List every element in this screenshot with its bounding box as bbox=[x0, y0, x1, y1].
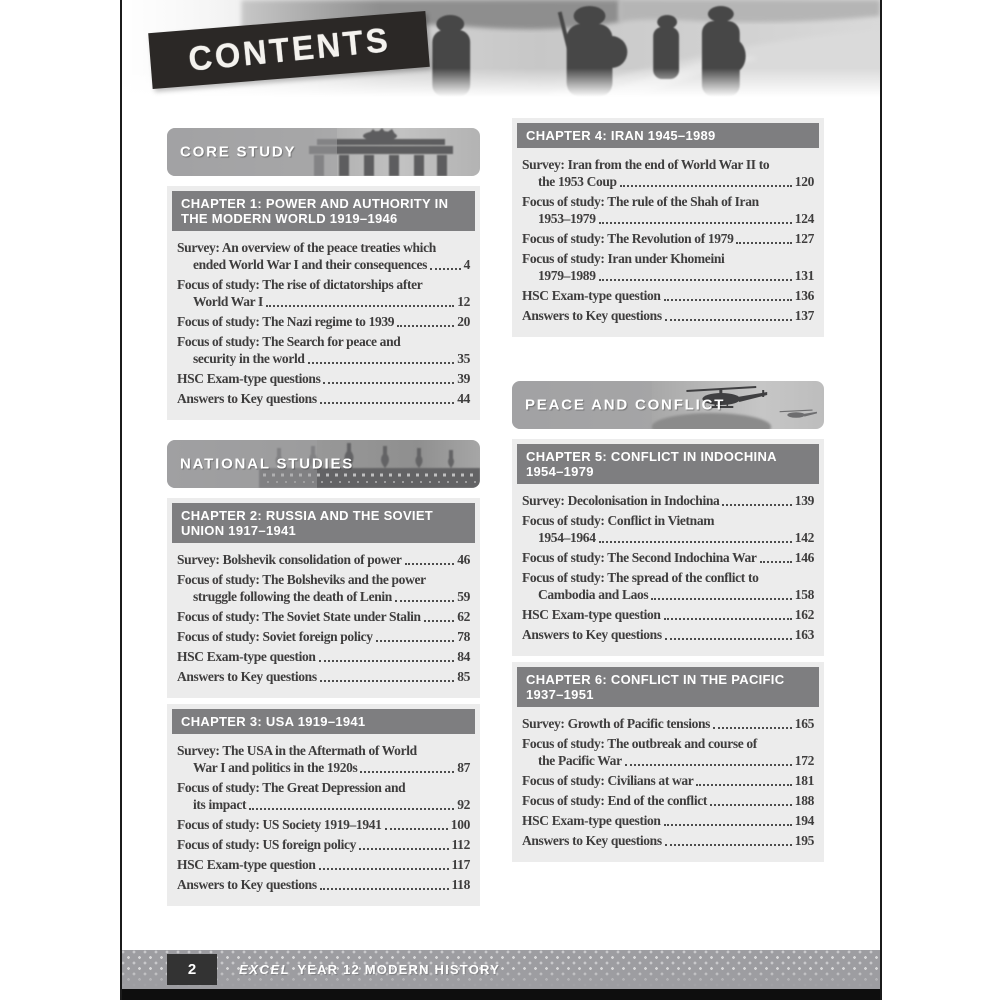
dot-leader bbox=[664, 618, 792, 620]
toc-entry-last-line bbox=[177, 668, 470, 685]
toc-entry-last-line bbox=[177, 588, 470, 605]
chapter-heading: CHAPTER 3: USA 1919–1941 bbox=[172, 709, 475, 734]
dot-leader bbox=[651, 598, 791, 600]
dot-leader bbox=[599, 541, 792, 543]
dot-leader bbox=[395, 600, 454, 602]
page-number: 100 bbox=[450, 817, 470, 832]
dot-leader bbox=[736, 242, 791, 244]
toc-entry bbox=[177, 779, 470, 813]
toc-entry bbox=[177, 856, 470, 873]
toc-entry-last-line bbox=[522, 267, 814, 284]
toc-entry-last-line bbox=[177, 856, 470, 873]
toc-entry bbox=[522, 772, 814, 789]
page-number: 163 bbox=[794, 627, 814, 642]
page-title: CONTENTS bbox=[186, 20, 392, 79]
section-banner-label: NATIONAL STUDIES bbox=[180, 455, 355, 473]
dot-leader bbox=[722, 504, 791, 506]
chapter-block bbox=[512, 118, 824, 337]
toc-entry bbox=[522, 812, 814, 829]
toc-entry-text: HSC Exam-type question bbox=[522, 288, 661, 303]
section-banner-national-studies bbox=[167, 440, 480, 488]
toc-entry bbox=[522, 156, 814, 190]
page-number: 112 bbox=[451, 837, 470, 852]
toc-entry-text: Focus of study: The Search for peace and bbox=[177, 334, 401, 349]
toc-entry-text: the 1953 Coup bbox=[538, 174, 617, 189]
dot-leader bbox=[323, 382, 454, 384]
toc-entry-text: 1954–1964 bbox=[538, 530, 596, 545]
toc-entry-text: 1979–1989 bbox=[538, 268, 596, 283]
toc-entry-last-line bbox=[522, 812, 814, 829]
toc-entry-text: Answers to Key questions bbox=[177, 391, 317, 406]
toc-entry-text: Focus of study: End of the conflict bbox=[522, 793, 708, 808]
page-number: 4 bbox=[463, 257, 470, 272]
toc-entry-last-line bbox=[522, 626, 814, 643]
toc-column-left bbox=[167, 128, 480, 906]
toc-entry-text: Focus of study: The Second Indochina War bbox=[522, 550, 757, 565]
toc-entry-last-line bbox=[177, 759, 470, 776]
toc-entry-last-line bbox=[522, 529, 814, 546]
dot-leader bbox=[320, 888, 449, 890]
toc-entry-list bbox=[517, 148, 819, 332]
toc-entry-text: Focus of study: The rule of the Shah of Iran bbox=[522, 194, 759, 209]
toc-entry bbox=[522, 792, 814, 809]
page-number: 20 bbox=[457, 314, 470, 329]
toc-entry-text: the Pacific War bbox=[538, 753, 622, 768]
toc-entry bbox=[177, 876, 470, 893]
toc-entry bbox=[177, 608, 470, 625]
toc-entry-text: Focus of study: The outbreak and course of bbox=[522, 736, 757, 751]
toc-entry-text: Focus of study: The rise of dictatorships after bbox=[177, 277, 423, 292]
toc-entry-text: security in the world bbox=[193, 351, 305, 366]
toc-entry-last-line bbox=[177, 816, 470, 833]
page-number: 137 bbox=[794, 308, 814, 323]
footer-title bbox=[239, 962, 500, 977]
dot-leader bbox=[760, 561, 792, 563]
page-bottom-strip bbox=[122, 989, 880, 1000]
toc-entry-last-line bbox=[522, 210, 814, 227]
dot-leader bbox=[319, 660, 455, 662]
page-number: 194 bbox=[794, 813, 814, 828]
toc-entry-text: Focus of study: The Great Depression and bbox=[177, 780, 406, 795]
toc-entry-last-line bbox=[522, 307, 814, 324]
toc-entry bbox=[522, 492, 814, 509]
dot-leader bbox=[360, 771, 454, 773]
toc-entry bbox=[177, 313, 470, 330]
chapter-heading: CHAPTER 4: IRAN 1945–1989 bbox=[517, 123, 819, 148]
toc-entry bbox=[522, 626, 814, 643]
page-number: 165 bbox=[794, 716, 814, 731]
chapter-heading: CHAPTER 2: RUSSIA AND THE SOVIET UNION 1917–1941 bbox=[172, 503, 475, 543]
dot-leader bbox=[359, 848, 448, 850]
toc-entry-text: struggle following the death of Lenin bbox=[193, 589, 392, 604]
toc-entry bbox=[522, 307, 814, 324]
toc-entry bbox=[177, 571, 470, 605]
toc-entry bbox=[177, 333, 470, 367]
toc-entry-last-line bbox=[177, 293, 470, 310]
footer-page-number-box bbox=[167, 954, 217, 985]
toc-entry bbox=[177, 551, 470, 568]
toc-entry bbox=[177, 836, 470, 853]
toc-entry-text: War I and politics in the 1920s bbox=[193, 760, 358, 775]
chapter-heading: CHAPTER 6: CONFLICT IN THE PACIFIC 1937–1951 bbox=[517, 667, 819, 707]
dot-leader bbox=[664, 824, 792, 826]
toc-entry-last-line bbox=[522, 772, 814, 789]
toc-entry-text: Focus of study: US foreign policy bbox=[177, 837, 357, 852]
toc-entry-last-line bbox=[177, 551, 470, 568]
chapter-block bbox=[512, 439, 824, 656]
page-number: 87 bbox=[457, 760, 470, 775]
toc-entry-text: Focus of study: US Society 1919–1941 bbox=[177, 817, 382, 832]
toc-entry-last-line bbox=[177, 390, 470, 407]
toc-column-right bbox=[512, 118, 824, 862]
toc-entry-last-line bbox=[177, 836, 470, 853]
toc-entry-last-line bbox=[177, 370, 470, 387]
footer-title-text: YEAR 12 MODERN HISTORY bbox=[297, 962, 500, 977]
page-number: 131 bbox=[794, 268, 814, 283]
toc-entry-last-line bbox=[522, 832, 814, 849]
dot-leader bbox=[665, 638, 792, 640]
toc-entry bbox=[177, 816, 470, 833]
toc-entry-text: Survey: Growth of Pacific tensions bbox=[522, 716, 711, 731]
toc-entry-text: ended World War I and their consequences bbox=[193, 257, 428, 272]
dot-leader bbox=[385, 828, 448, 830]
page-number: 44 bbox=[457, 391, 470, 406]
dot-leader bbox=[625, 764, 792, 766]
page-number: 142 bbox=[794, 530, 814, 545]
toc-entry-text: 1953–1979 bbox=[538, 211, 596, 226]
footer-series-name: EXCEL bbox=[239, 962, 291, 977]
chapter-heading: CHAPTER 1: POWER AND AUTHORITY IN THE MODERN WORLD 1919–1946 bbox=[172, 191, 475, 231]
toc-entry bbox=[177, 668, 470, 685]
toc-entry bbox=[522, 287, 814, 304]
page-number: 84 bbox=[457, 649, 470, 664]
toc-entry bbox=[177, 628, 470, 645]
toc-entry-text: Focus of study: The spread of the conflict to bbox=[522, 570, 759, 585]
toc-entry-text: Focus of study: Iran under Khomeini bbox=[522, 251, 725, 266]
dot-leader bbox=[424, 620, 455, 622]
page-number: 188 bbox=[794, 793, 814, 808]
page-number: 46 bbox=[457, 552, 470, 567]
page-number: 136 bbox=[794, 288, 814, 303]
page-number: 181 bbox=[794, 773, 814, 788]
toc-entry bbox=[522, 230, 814, 247]
toc-entry-text: Focus of study: The Revolution of 1979 bbox=[522, 231, 734, 246]
page-number: 172 bbox=[794, 753, 814, 768]
dot-leader bbox=[320, 680, 454, 682]
dot-leader bbox=[320, 402, 454, 404]
toc-entry-last-line bbox=[522, 549, 814, 566]
toc-entry-list bbox=[172, 231, 475, 415]
toc-entry bbox=[522, 193, 814, 227]
section-banner-label: CORE STUDY bbox=[180, 143, 297, 161]
toc-entry-text: Focus of study: Civilians at war bbox=[522, 773, 694, 788]
toc-entry-last-line bbox=[522, 173, 814, 190]
chapter-block bbox=[167, 498, 480, 698]
toc-entry-list bbox=[172, 543, 475, 693]
dot-leader bbox=[713, 727, 792, 729]
toc-entry-last-line bbox=[177, 313, 470, 330]
toc-entry bbox=[177, 390, 470, 407]
toc-entry-text: Survey: Bolshevik consolidation of power bbox=[177, 552, 402, 567]
dot-leader bbox=[620, 185, 792, 187]
page-number: 39 bbox=[457, 371, 470, 386]
chapter-block bbox=[167, 704, 480, 906]
chapter-block bbox=[512, 662, 824, 862]
toc-entry bbox=[522, 250, 814, 284]
toc-entry bbox=[522, 569, 814, 603]
toc-entry-text: Cambodia and Laos bbox=[538, 587, 649, 602]
toc-entry-text: Answers to Key questions bbox=[177, 669, 317, 684]
toc-entry-text: HSC Exam-type question bbox=[177, 857, 316, 872]
dot-leader bbox=[308, 362, 455, 364]
page-number: 162 bbox=[794, 607, 814, 622]
toc-entry-last-line bbox=[177, 876, 470, 893]
dot-leader bbox=[397, 325, 454, 327]
toc-entry-last-line bbox=[177, 256, 470, 273]
dot-leader bbox=[710, 804, 792, 806]
toc-entry-last-line bbox=[522, 792, 814, 809]
toc-entry-text: Survey: Decolonisation in Indochina bbox=[522, 493, 720, 508]
toc-entry bbox=[522, 735, 814, 769]
section-banner-core-study bbox=[167, 128, 480, 176]
dot-leader bbox=[665, 319, 792, 321]
page-number: 118 bbox=[451, 877, 470, 892]
chapter-block bbox=[167, 186, 480, 420]
section-banner-peace-and-conflict bbox=[512, 381, 824, 429]
toc-entry-text: Focus of study: Conflict in Vietnam bbox=[522, 513, 715, 528]
page-number: 195 bbox=[794, 833, 814, 848]
toc-entry-last-line bbox=[177, 608, 470, 625]
toc-entry bbox=[522, 715, 814, 732]
toc-entry bbox=[522, 832, 814, 849]
toc-entry bbox=[522, 549, 814, 566]
page-number: 85 bbox=[457, 669, 470, 684]
page-number: 120 bbox=[794, 174, 814, 189]
dot-leader bbox=[696, 784, 791, 786]
toc-entry-text: HSC Exam-type question bbox=[522, 813, 661, 828]
toc-entry-text: World War I bbox=[193, 294, 263, 309]
toc-entry-last-line bbox=[177, 628, 470, 645]
page-number: 62 bbox=[457, 609, 470, 624]
dot-leader bbox=[266, 305, 454, 307]
toc-entry-last-line bbox=[522, 715, 814, 732]
dot-leader bbox=[599, 222, 792, 224]
page-number: 158 bbox=[794, 587, 814, 602]
book-page bbox=[120, 0, 882, 1000]
toc-entry-text: Focus of study: The Bolsheviks and the power bbox=[177, 572, 426, 587]
toc-entry-last-line bbox=[522, 752, 814, 769]
footer-bar bbox=[122, 950, 880, 989]
page-number: 92 bbox=[457, 797, 470, 812]
toc-entry-list bbox=[517, 484, 819, 651]
toc-entry-last-line bbox=[177, 350, 470, 367]
toc-entry-text: Survey: The USA in the Aftermath of World bbox=[177, 743, 417, 758]
page-number: 78 bbox=[457, 629, 470, 644]
toc-entry-list bbox=[172, 734, 475, 901]
toc-entry-last-line bbox=[522, 606, 814, 623]
toc-entry-text: its impact bbox=[193, 797, 247, 812]
dot-leader bbox=[665, 844, 792, 846]
toc-entry-last-line bbox=[177, 648, 470, 665]
toc-entry-text: Focus of study: The Soviet State under Stalin bbox=[177, 609, 421, 624]
toc-entry bbox=[522, 606, 814, 623]
toc-entry-last-line bbox=[522, 287, 814, 304]
toc-entry-list bbox=[517, 707, 819, 857]
toc-entry-text: Answers to Key questions bbox=[522, 627, 662, 642]
page-number: 146 bbox=[794, 550, 814, 565]
toc-entry-text: HSC Exam-type question bbox=[522, 607, 661, 622]
toc-entry bbox=[177, 742, 470, 776]
toc-entry-text: Survey: An overview of the peace treaties which bbox=[177, 240, 436, 255]
footer-page-number: 2 bbox=[187, 961, 197, 978]
dot-leader bbox=[405, 563, 455, 565]
toc-entry bbox=[177, 239, 470, 273]
toc-entry-text: HSC Exam-type questions bbox=[177, 371, 321, 386]
toc-entry-text: Focus of study: The Nazi regime to 1939 bbox=[177, 314, 395, 329]
toc-entry-text: Answers to Key questions bbox=[177, 877, 317, 892]
page-number: 124 bbox=[794, 211, 814, 226]
page-number: 12 bbox=[457, 294, 470, 309]
chapter-heading: CHAPTER 5: CONFLICT IN INDOCHINA 1954–1979 bbox=[517, 444, 819, 484]
toc-entry-text: Survey: Iran from the end of World War II to bbox=[522, 157, 770, 172]
toc-entry-last-line bbox=[522, 230, 814, 247]
page-number: 59 bbox=[457, 589, 470, 604]
page-number: 35 bbox=[457, 351, 470, 366]
page-number: 139 bbox=[794, 493, 814, 508]
dot-leader bbox=[376, 640, 455, 642]
section-banner-label: PEACE AND CONFLICT bbox=[525, 396, 726, 414]
toc-entry-text: HSC Exam-type question bbox=[177, 649, 316, 664]
page-number: 117 bbox=[451, 857, 470, 872]
dot-leader bbox=[599, 279, 792, 281]
toc-entry bbox=[177, 276, 470, 310]
toc-entry-text: Focus of study: Soviet foreign policy bbox=[177, 629, 373, 644]
toc-entry-last-line bbox=[522, 492, 814, 509]
page-number: 127 bbox=[794, 231, 814, 246]
dot-leader bbox=[319, 868, 449, 870]
dot-leader bbox=[430, 268, 461, 270]
toc-entry bbox=[177, 370, 470, 387]
toc-entry bbox=[522, 512, 814, 546]
toc-entry-text: Answers to Key questions bbox=[522, 833, 662, 848]
toc-entry-last-line bbox=[177, 796, 470, 813]
toc-entry bbox=[177, 648, 470, 665]
toc-entry-last-line bbox=[522, 586, 814, 603]
dot-leader bbox=[249, 808, 454, 810]
dot-leader bbox=[664, 299, 792, 301]
toc-entry-text: Answers to Key questions bbox=[522, 308, 662, 323]
